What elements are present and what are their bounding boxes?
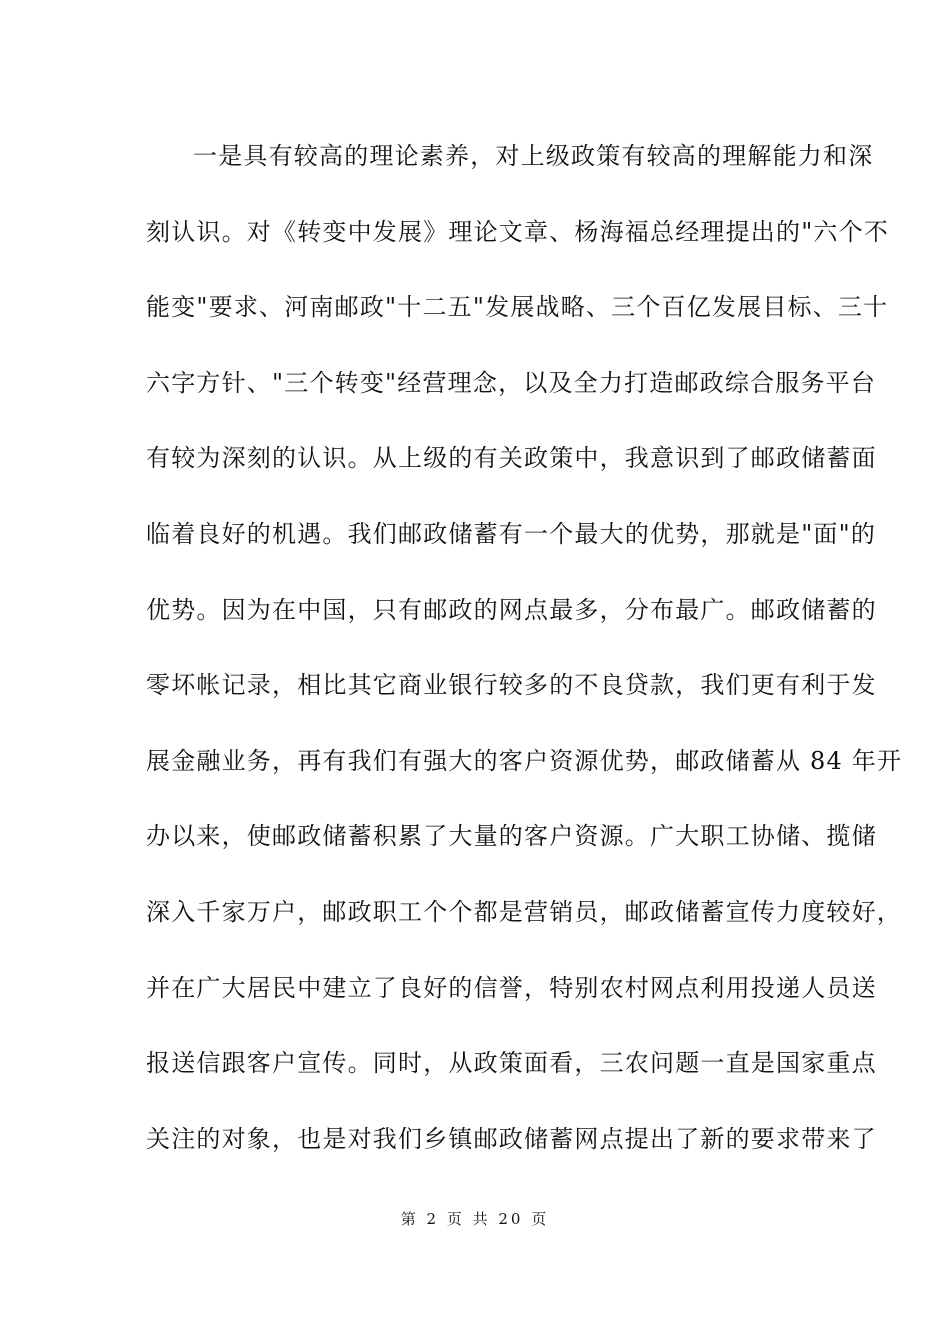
paragraph-line-5: 有较为深刻的认识。从上级的有关政策中，我意识到了邮政储蓄面 <box>146 444 877 473</box>
paragraph-line-6: 临着良好的机遇。我们邮政储蓄有一个最大的优势，那就是"面"的 <box>146 519 877 548</box>
paragraph-line-7: 优势。因为在中国，只有邮政的网点最多，分布最广。邮政储蓄的 <box>146 595 877 624</box>
paragraph-line-10: 办以来，使邮政储蓄积累了大量的客户资源。广大职工协储、揽储 <box>146 822 877 851</box>
paragraph-line-4: 六字方针、"三个转变"经营理念，以及全力打造邮政综合服务平台 <box>146 368 877 397</box>
paragraph-line-11: 深入千家万户，邮政职工个个都是营销员，邮政储蓄宣传力度较好， <box>146 897 902 926</box>
paragraph-line-9: 展金融业务，再有我们有强大的客户资源优势，邮政储蓄从 84 年开 <box>146 746 903 775</box>
paragraph-line-12: 并在广大居民中建立了良好的信誉，特别农村网点利用投递人员送 <box>146 973 877 1002</box>
paragraph-line-14: 关注的对象，也是对我们乡镇邮政储蓄网点提出了新的要求带来了 <box>146 1124 877 1153</box>
body-text <box>146 134 903 1192</box>
page-number-footer: 第 2 页 共 20 页 <box>400 1210 550 1228</box>
paragraph-line-13: 报送信跟客户宣传。同时，从政策面看，三农问题一直是国家重点 <box>146 1049 877 1078</box>
paragraph-line-1: 一是具有较高的理论素养，对上级政策有较高的理解能力和深 <box>193 142 874 170</box>
paragraph-line-2: 刻认识。对《转变中发展》理论文章、杨海福总经理提出的"六个不 <box>146 217 890 246</box>
paragraph-line-3: 能变"要求、河南邮政"十二五"发展战略、三个百亿发展目标、三十 <box>146 293 889 322</box>
paragraph-line-8: 零坏帐记录，相比其它商业银行较多的不良贷款，我们更有利于发 <box>146 671 877 700</box>
